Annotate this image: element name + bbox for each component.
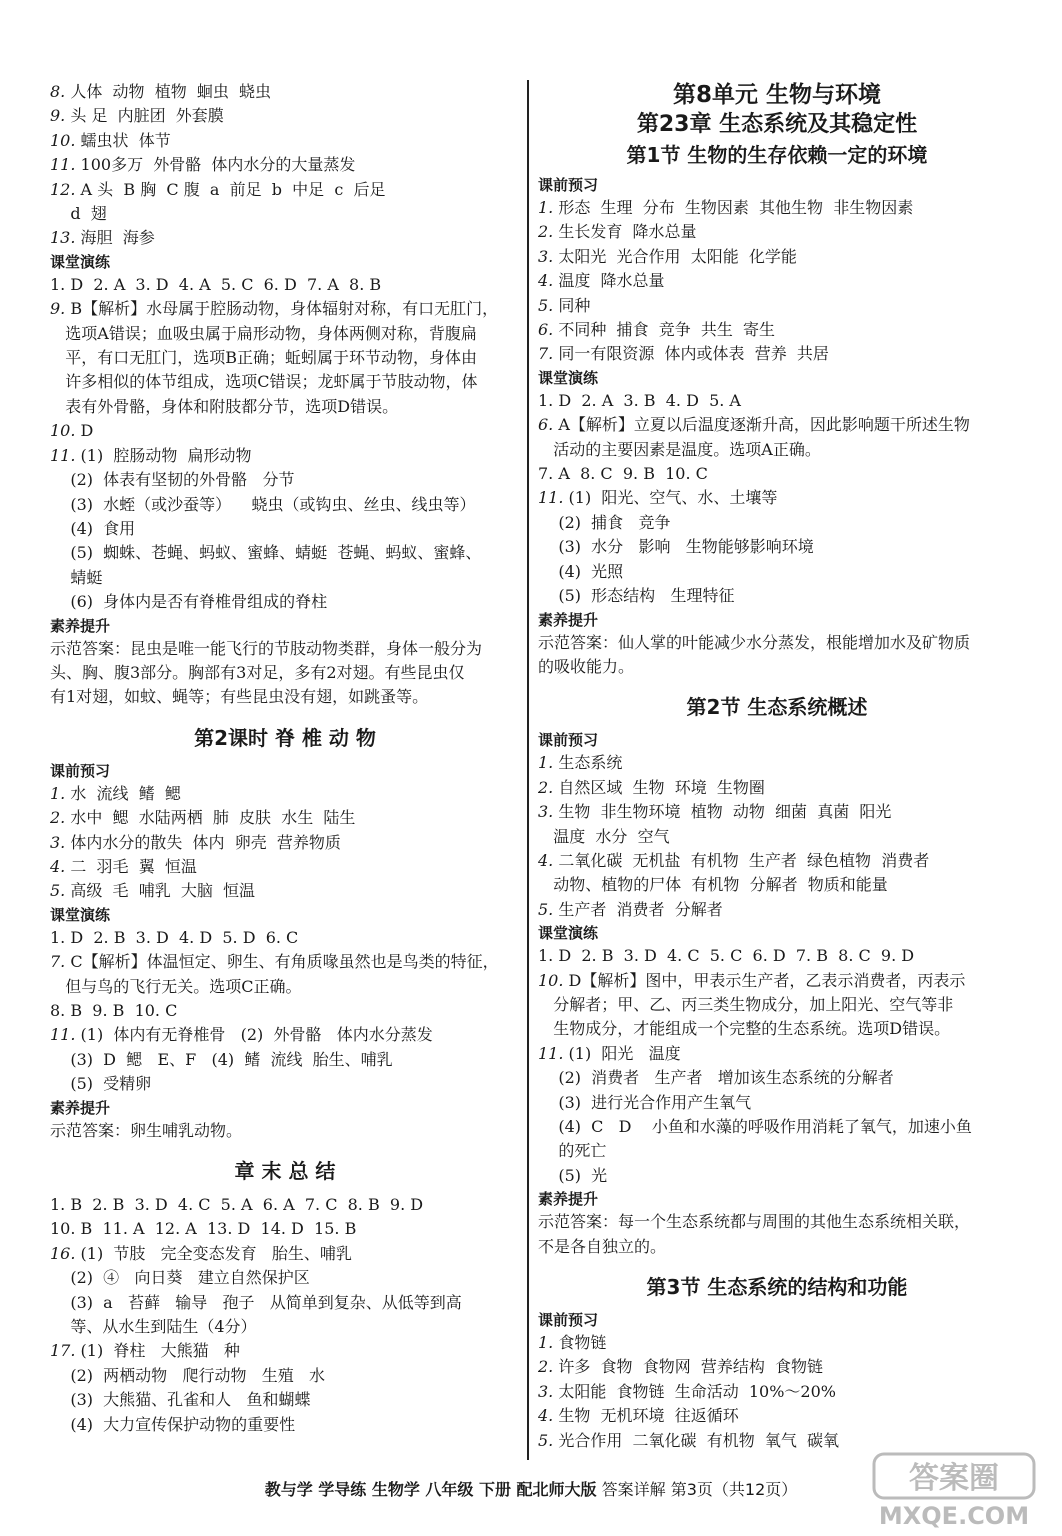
answer-text: 同一有限资源 体内或体表 营养 共居 <box>553 344 829 364</box>
answer-line <box>538 245 1016 269</box>
answer-line <box>538 1017 1016 1041</box>
question-number: 11. <box>50 155 76 175</box>
section-label: 课前预习 <box>50 761 111 780</box>
answer-text: 1. D 2. A 3. B 4. D 5. A <box>538 390 741 410</box>
answer-text: 示范答案：仙人掌的叶能减少水分蒸发，根能增加水及矿物质 <box>538 632 971 652</box>
answer-text: (5) 蜘蛛、苍蝇、蚂蚁、蜜蜂、蜻蜓 苍蝇、蚂蚁、蜜蜂、 <box>50 543 482 563</box>
answer-line <box>538 969 1016 993</box>
answer-text: 生长发育 降水总量 <box>553 222 697 242</box>
answer-text: (1) 节肢 完全变态发育 胎生、哺乳 <box>75 1243 352 1263</box>
question-number: 3. <box>538 802 554 822</box>
answer-text: 不是各自独立的。 <box>538 1236 667 1256</box>
answer-text: 动物、植物的尸体 有机物 分解者 物质和能量 <box>538 875 888 895</box>
question-number: 3. <box>538 1381 554 1401</box>
answer-line <box>538 511 1016 535</box>
question-number: 11. <box>50 445 76 465</box>
answer-line <box>50 879 520 903</box>
footer-brand: 教与学 学导练 生物学 八年级 下册 配北师大版 <box>264 1480 597 1499</box>
answer-text: (5) 受精卵 <box>50 1074 152 1094</box>
answer-line <box>50 1315 520 1339</box>
question-number: 4. <box>538 850 554 870</box>
answer-line <box>50 831 520 855</box>
answer-line <box>538 318 1016 342</box>
answer-line <box>538 1331 1016 1355</box>
answer-line <box>538 1042 1016 1066</box>
answer-line <box>538 486 1016 510</box>
answer-line <box>538 342 1016 366</box>
answer-text: 太阳能 食物链 生命活动 10%～20% <box>553 1381 836 1401</box>
question-number: 3. <box>538 246 554 266</box>
answer-line <box>50 999 520 1023</box>
answer-line <box>50 297 520 321</box>
section-label: 素养提升 <box>538 1190 599 1209</box>
answer-text: (5) 光 <box>538 1165 608 1185</box>
section-label: 课堂演练 <box>538 368 599 387</box>
answer-text: 平，有口无肛门，选项B正确；蚯蚓属于环节动物，身体由 <box>50 348 478 368</box>
answer-line <box>50 493 520 517</box>
answer-line <box>50 273 520 297</box>
answer-line <box>538 944 1016 968</box>
watermark-bottom: MXQE.COM <box>878 1502 1030 1530</box>
answer-text: (3) 水分 影响 生物能够影响环境 <box>538 537 814 557</box>
answer-line <box>50 1048 520 1072</box>
question-number: 4. <box>538 271 554 291</box>
question-number: 5. <box>538 295 554 315</box>
answer-line <box>538 1066 1016 1090</box>
answer-text: 等、从水生到陆生（4分） <box>50 1317 257 1337</box>
question-number: 13. <box>50 228 76 248</box>
section-label: 素养提升 <box>50 1098 111 1117</box>
answer-line <box>538 1091 1016 1115</box>
question-number: 10. <box>50 130 76 150</box>
answer-line <box>50 468 520 492</box>
answer-text: (4) C D 小鱼和水藻的呼吸作用消耗了氧气，加速小鱼 <box>538 1117 972 1136</box>
answer-line <box>538 1380 1016 1404</box>
answer-text: 不同种 捕食 竞争 共生 寄生 <box>553 320 776 340</box>
answer-text: (2) 消费者 生产者 增加该生态系统的分解者 <box>538 1068 894 1088</box>
answer-line <box>538 1404 1016 1428</box>
answer-line <box>50 806 520 830</box>
section-label: 课堂演练 <box>538 924 599 943</box>
answer-line <box>50 178 520 202</box>
answer-line <box>538 993 1016 1017</box>
question-number: 2. <box>538 222 554 242</box>
question-number: 2. <box>538 1357 554 1377</box>
answer-line <box>538 462 1016 486</box>
answer-text: 100多万 外骨骼 体内水分的大量蒸发 <box>75 155 356 175</box>
answer-line <box>538 1164 1016 1188</box>
answer-text: 示范答案：昆虫是唯一能飞行的节肢动物类群，身体一般分为 <box>50 638 483 658</box>
answer-line <box>50 1119 520 1143</box>
answer-text: 有1对翅，如蚊、蝇等；有些昆虫没有翅，如跳蚤等。 <box>50 687 429 707</box>
answer-line <box>50 444 520 468</box>
answer-line <box>538 220 1016 244</box>
answer-text: 蜻蜓 <box>50 567 103 587</box>
answer-text: D <box>75 421 94 441</box>
answer-text: (3) a 苔藓 输导 孢子 从简单到复杂、从低等到高 <box>50 1292 462 1312</box>
answer-text: (6) 身体内是否有脊椎骨组成的脊柱 <box>50 592 328 612</box>
answer-line <box>538 560 1016 584</box>
question-number: 10. <box>50 421 76 441</box>
answer-line <box>50 370 520 394</box>
answer-text: (3) D 鳃 E、F (4) 鳍 流线 胎生、哺乳 <box>50 1049 393 1069</box>
answer-text: 示范答案：每一个生态系统都与周围的其他生态系统相关联， <box>538 1212 971 1232</box>
question-number: 2. <box>50 808 66 828</box>
answer-line <box>50 226 520 250</box>
question-number: 7. <box>538 344 554 364</box>
question-number: 6. <box>538 320 554 340</box>
answer-line <box>50 975 520 999</box>
answer-text: 体内水分的散失 体内 卵壳 营养物质 <box>65 832 341 852</box>
answer-text: (1) 脊柱 大熊猫 种 <box>75 1341 240 1361</box>
answer-line <box>50 202 520 226</box>
question-number: 11. <box>50 1025 76 1045</box>
answer-text: 1. B 2. B 3. D 4. C 5. A 6. A 7. C 8. B 9. D <box>50 1195 424 1215</box>
answer-line <box>538 898 1016 922</box>
answer-text: (2) ④ 向日葵 建立自然保护区 <box>50 1268 310 1288</box>
answer-line <box>538 873 1016 897</box>
answer-line <box>50 1339 520 1363</box>
answer-line <box>538 438 1016 462</box>
answer-line <box>50 1291 520 1315</box>
question-number: 5. <box>50 881 66 901</box>
answer-text: 二氧化碳 无机盐 有机物 生产者 绿色植物 消费者 <box>553 850 930 870</box>
question-number: 5. <box>538 899 554 919</box>
question-number: 9. <box>50 106 66 126</box>
answer-line <box>50 129 520 153</box>
answer-line <box>538 584 1016 608</box>
answer-text: (4) 食用 <box>50 518 136 538</box>
answer-line <box>538 1235 1016 1259</box>
answer-text: (1) 阳光 温度 <box>563 1043 681 1063</box>
answer-text: (3) 大熊猫、孔雀和人 鱼和蝴蝶 <box>50 1390 311 1410</box>
answer-text: C【解析】体温恒定、卵生、有角质喙虽然也是鸟类的特征， <box>65 952 499 972</box>
question-number: 17. <box>50 1341 76 1361</box>
question-number: 3. <box>50 832 66 852</box>
answer-line <box>50 104 520 128</box>
answer-text: (3) 水蛭（或沙蚕等） 蛲虫（或钩虫、丝虫、线虫等） <box>50 494 476 514</box>
answer-line <box>538 1115 1016 1139</box>
question-number: 1. <box>538 753 554 773</box>
answer-text: (2) 捕食 竞争 <box>538 512 671 532</box>
answer-text: (5) 形态结构 生理特征 <box>538 586 735 606</box>
answer-line <box>50 346 520 370</box>
answer-text: 高级 毛 哺乳 大脑 恒温 <box>65 881 256 901</box>
section-label: 课堂演练 <box>50 905 111 924</box>
watermark-logo <box>870 1450 1042 1530</box>
answer-text: 但与鸟的飞行无关。选项C正确。 <box>50 976 302 996</box>
answer-text: 生物 非生物环境 植物 动物 细菌 真菌 阳光 <box>553 802 892 822</box>
answer-text: 生物 无机环境 往返循环 <box>553 1406 739 1426</box>
question-number: 12. <box>50 179 76 199</box>
answer-text: 1. D 2. A 3. D 4. A 5. C 6. D 7. A 8. B <box>50 274 382 294</box>
answer-line <box>50 637 520 661</box>
question-number: 16. <box>50 1243 76 1263</box>
answer-text: B【解析】水母属于腔肠动物，身体辐射对称，有口无肛门， <box>65 299 499 319</box>
answer-line <box>538 655 1016 679</box>
answer-text: d 翅 <box>50 204 107 224</box>
answer-line <box>50 1242 520 1266</box>
answer-text: (3) 进行光合作用产生氧气 <box>538 1092 752 1112</box>
question-number: 9. <box>50 299 66 319</box>
answer-text: (4) 光照 <box>538 561 624 581</box>
answer-text: 水中 鳃 水陆两栖 肺 皮肤 水生 陆生 <box>65 808 356 828</box>
section-heading: 第2节 生态系统概述 <box>686 695 868 720</box>
answer-line <box>50 855 520 879</box>
answer-line <box>50 590 520 614</box>
answer-line <box>538 269 1016 293</box>
answer-line <box>50 541 520 565</box>
answer-line <box>50 419 520 443</box>
answer-line <box>50 1072 520 1096</box>
answer-line <box>538 849 1016 873</box>
question-number: 1. <box>538 1333 554 1353</box>
answer-text: (2) 体表有坚韧的外骨骼 分节 <box>50 470 295 490</box>
answer-line <box>538 535 1016 559</box>
right-column <box>538 80 1016 1453</box>
answer-text: 人体 动物 植物 蛔虫 蛲虫 <box>65 82 272 101</box>
answer-text: 海胆 海参 <box>75 228 155 248</box>
section-label: 课堂演练 <box>50 252 111 271</box>
answer-line <box>50 517 520 541</box>
answer-text: (1) 体内有无脊椎骨 (2) 外骨骼 体内水分蒸发 <box>75 1025 433 1045</box>
answer-line <box>50 782 520 806</box>
section-label: 素养提升 <box>50 616 111 635</box>
answer-text: 温度 水分 空气 <box>538 826 670 846</box>
answer-text: 头、胸、腹3部分。胸部有3对足，多有2对翅。有些昆虫仅 <box>50 662 465 682</box>
section-heading: 第3节 生态系统的结构和功能 <box>646 1275 908 1300</box>
answer-line <box>538 1210 1016 1234</box>
section-heading: 第1节 生物的生存依赖一定的环境 <box>626 143 928 167</box>
answer-line <box>538 196 1016 220</box>
unit-title: 第8单元 生物与环境 <box>672 82 881 108</box>
answer-text: 同种 <box>553 295 591 315</box>
answer-text: A 头 B 胸 C 腹 a 前足 b 中足 c 后足 <box>75 179 386 199</box>
answer-line <box>50 566 520 590</box>
question-number: 7. <box>50 952 66 972</box>
answer-text: 分解者；甲、乙、丙三类生物成分，加上阳光、空气等非 <box>538 994 954 1014</box>
answer-line <box>538 631 1016 655</box>
answer-text: 10. B 11. A 12. A 13. D 14. D 15. B <box>50 1219 357 1239</box>
answer-line <box>50 1266 520 1290</box>
answer-text: 活动的主要因素是温度。选项A正确。 <box>538 439 821 459</box>
section-heading: 第2课时 脊 椎 动 物 <box>194 725 376 750</box>
answer-line <box>538 1139 1016 1163</box>
answer-line <box>538 776 1016 800</box>
answer-text: 许多相似的体节组成，选项C错误；龙虾属于节肢动物，体 <box>50 372 478 392</box>
answer-line <box>50 926 520 950</box>
chapter-title: 第23章 生态系统及其稳定性 <box>636 112 918 137</box>
answer-line <box>50 661 520 685</box>
answer-text: 的死亡 <box>538 1141 607 1161</box>
question-number: 2. <box>538 777 554 797</box>
answer-text: 选项A错误；血吸虫属于扁形动物，身体两侧对称，背腹扁 <box>50 323 477 343</box>
answer-line <box>538 413 1016 437</box>
answer-line <box>50 153 520 177</box>
answer-text: 表有外骨骼，身体和附肢都分节，选项D错误。 <box>50 396 399 416</box>
answer-text: (1) 阳光、空气、水、土壤等 <box>563 488 778 508</box>
answer-line <box>538 1355 1016 1379</box>
answer-text: 自然区域 生物 环境 生物圈 <box>553 777 765 797</box>
answer-line <box>50 1388 520 1412</box>
answer-text: 1. D 2. B 3. D 4. D 5. D 6. C <box>50 927 299 947</box>
answer-text: 温度 降水总量 <box>553 271 665 291</box>
answer-text: 示范答案：卵生哺乳动物。 <box>50 1120 243 1140</box>
answer-line <box>50 1413 520 1437</box>
answer-line <box>50 685 520 709</box>
answer-line <box>538 800 1016 824</box>
question-number: 5. <box>538 1430 554 1450</box>
section-label: 课前预习 <box>538 731 599 750</box>
answer-text: 太阳光 光合作用 太阳能 化学能 <box>553 246 797 266</box>
answer-text: 头 足 内脏团 外套膜 <box>65 106 224 126</box>
answer-text: 食物链 <box>553 1333 607 1353</box>
question-number: 10. <box>538 970 564 990</box>
answer-text: 生物成分，才能组成一个完整的生态系统。选项D错误。 <box>538 1019 951 1039</box>
answer-text: (2) 两栖动物 爬行动物 生殖 水 <box>50 1365 325 1385</box>
section-label: 课前预习 <box>538 1311 599 1330</box>
question-number: 1. <box>50 783 66 803</box>
answer-text: 的吸收能力。 <box>538 656 635 676</box>
section-label: 课前预习 <box>538 176 599 194</box>
answer-line <box>50 950 520 974</box>
answer-line <box>50 80 520 104</box>
answer-text: 8. B 9. B 10. C <box>50 1001 178 1020</box>
answer-text: 生产者 消费者 分解者 <box>553 899 723 919</box>
answer-text: 光合作用 二氧化碳 有机物 氧气 碳氧 <box>553 1430 840 1450</box>
left-column <box>50 80 520 1437</box>
answer-line <box>538 825 1016 849</box>
question-number: 4. <box>50 856 66 876</box>
answer-line <box>50 322 520 346</box>
answer-line <box>50 1364 520 1388</box>
question-number: 1. <box>538 198 554 217</box>
answer-line <box>50 1193 520 1217</box>
answer-line <box>538 389 1016 413</box>
question-number: 4. <box>538 1406 554 1426</box>
answer-line <box>50 1217 520 1241</box>
footer-page-info: 答案详解 第3页（共12页） <box>601 1480 798 1499</box>
answer-text: 蠕虫状 体节 <box>75 130 171 150</box>
section-label: 素养提升 <box>538 610 599 629</box>
answer-text: 形态 生理 分布 生物因素 其他生物 非生物因素 <box>553 198 914 217</box>
question-number: 11. <box>538 488 564 508</box>
answer-text: (4) 大力宣传保护动物的重要性 <box>50 1414 296 1434</box>
answer-text: 许多 食物 食物网 营养结构 食物链 <box>553 1357 824 1377</box>
answer-line <box>50 1023 520 1047</box>
answer-text: 二 羽毛 翼 恒温 <box>65 856 197 876</box>
answer-text: 1. D 2. B 3. D 4. C 5. C 6. D 7. B 8. C 9. D <box>538 946 915 966</box>
section-heading: 章 末 总 结 <box>234 1159 336 1184</box>
answer-text: (1) 腔肠动物 扁形动物 <box>75 445 252 465</box>
answer-line <box>50 395 520 419</box>
answer-text: A【解析】立夏以后温度逐渐升高，因此影响题干所述生物 <box>553 415 970 435</box>
watermark-top: 答案圈 <box>909 1461 999 1496</box>
answer-line <box>538 294 1016 318</box>
answer-text: 水 流线 鳍 鳃 <box>65 783 181 803</box>
column-divider <box>527 80 529 1460</box>
answer-text: 生态系统 <box>553 753 623 773</box>
answer-text: 7. A 8. C 9. B 10. C <box>538 464 708 484</box>
answer-line <box>538 751 1016 775</box>
question-number: 8. <box>50 82 66 101</box>
answer-text: D【解析】图中，甲表示生产者，乙表示消费者，丙表示 <box>563 970 966 990</box>
question-number: 6. <box>538 415 554 435</box>
question-number: 11. <box>538 1043 564 1063</box>
